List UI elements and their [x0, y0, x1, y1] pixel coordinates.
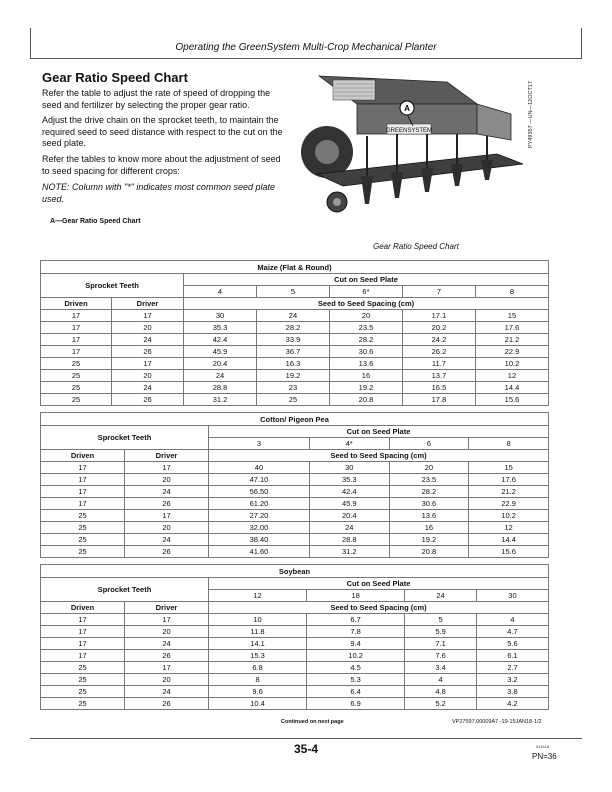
table-row: [41, 662, 549, 674]
spacing-cell: 17.8: [402, 394, 475, 406]
spacing-cell: 16: [329, 370, 402, 382]
spacing-cell: 4.5: [307, 662, 405, 674]
spacing-cell: 14.1: [209, 638, 307, 650]
spacing-header: Seed to Seed Spacing (cm): [184, 298, 549, 310]
sprocket-header: Sprocket Teeth: [41, 578, 209, 602]
table-row: [41, 474, 549, 486]
spacing-cell: 24: [256, 310, 329, 322]
spacing-cell: 47.10: [209, 474, 310, 486]
driven-cell: 25: [41, 534, 125, 546]
spacing-cell: 6.4: [307, 686, 405, 698]
plate-cell: 30: [476, 590, 548, 602]
driven-header: Driven: [41, 602, 125, 614]
soybean-table: [40, 564, 549, 710]
spacing-cell: 16: [389, 522, 469, 534]
driven-header: Driven: [41, 298, 112, 310]
driver-cell: 20: [125, 522, 209, 534]
cut-header: Cut on Seed Plate: [209, 578, 549, 590]
plate-cell: 24: [405, 590, 477, 602]
spacing-cell: 19.2: [389, 534, 469, 546]
spacing-cell: 13.6: [329, 358, 402, 370]
spacing-cell: 10.2: [469, 510, 549, 522]
spacing-cell: 28.2: [389, 486, 469, 498]
cut-header: Cut on Seed Plate: [209, 426, 549, 438]
spacing-cell: 11.8: [209, 626, 307, 638]
spacing-cell: 13.7: [402, 370, 475, 382]
spacing-cell: 7.1: [405, 638, 477, 650]
spacing-cell: 19.2: [329, 382, 402, 394]
spacing-cell: 17.6: [475, 322, 548, 334]
spacing-cell: 5.3: [307, 674, 405, 686]
spacing-cell: 20: [329, 310, 402, 322]
spacing-header: Seed to Seed Spacing (cm): [209, 450, 549, 462]
spacing-cell: 19.2: [256, 370, 329, 382]
maize-table: [40, 260, 549, 406]
figure-code: PY49357 —UN—12OCT17: [528, 81, 534, 148]
driver-cell: 17: [112, 358, 184, 370]
footer-code: 011618: [536, 744, 550, 749]
page-number: 35-4: [293, 742, 319, 756]
spacing-cell: 20: [389, 462, 469, 474]
spacing-cell: 3.2: [476, 674, 548, 686]
plate-cell: 8: [469, 438, 549, 450]
table-row: [41, 686, 549, 698]
spacing-cell: 42.4: [309, 486, 389, 498]
table-row: [41, 334, 549, 346]
driven-cell: 17: [41, 626, 125, 638]
spacing-cell: 20.8: [389, 546, 469, 558]
spacing-cell: 13.6: [389, 510, 469, 522]
spacing-cell: 23.5: [329, 322, 402, 334]
spacing-cell: 6.9: [307, 698, 405, 710]
driver-cell: 20: [125, 474, 209, 486]
driver-cell: 24: [125, 686, 209, 698]
driven-cell: 25: [41, 358, 112, 370]
spacing-cell: 30.6: [329, 346, 402, 358]
table-row: [41, 510, 549, 522]
table-row: [41, 626, 549, 638]
driven-cell: 17: [41, 346, 112, 358]
driver-cell: 24: [125, 486, 209, 498]
header-divider: [30, 58, 582, 59]
driven-cell: 25: [41, 522, 125, 534]
plate-cell: 4*: [309, 438, 389, 450]
driver-cell: 17: [125, 662, 209, 674]
spacing-cell: 5: [405, 614, 477, 626]
spacing-cell: 14.4: [469, 534, 549, 546]
spacing-cell: 40: [209, 462, 310, 474]
plate-cell: 12: [209, 590, 307, 602]
spacing-cell: 10.2: [475, 358, 548, 370]
spacing-cell: 27.20: [209, 510, 310, 522]
intro-paragraph: Refer the table to adjust the rate of speed of dropping the seed and fertilizer by selecting the proper gear ratio.: [42, 88, 271, 110]
footer-divider: [30, 738, 582, 739]
driven-cell: 17: [41, 638, 125, 650]
spacing-cell: 21.2: [469, 486, 549, 498]
plate-cell: 7: [402, 286, 475, 298]
table-row: [41, 522, 549, 534]
spacing-cell: 31.2: [309, 546, 389, 558]
spacing-cell: 3.4: [405, 662, 477, 674]
driver-cell: 17: [112, 310, 184, 322]
spacing-cell: 24: [309, 522, 389, 534]
cotton-table: [40, 412, 549, 558]
spacing-cell: 5.9: [405, 626, 477, 638]
table-row: [41, 462, 549, 474]
spacing-cell: 10.2: [307, 650, 405, 662]
spacing-cell: 4.2: [476, 698, 548, 710]
spacing-cell: 17.1: [402, 310, 475, 322]
spacing-cell: 41.60: [209, 546, 310, 558]
sprocket-header: Sprocket Teeth: [41, 274, 184, 298]
driver-cell: 24: [125, 638, 209, 650]
table-row: [41, 638, 549, 650]
driver-cell: 17: [125, 510, 209, 522]
table-row: [41, 358, 549, 370]
driven-cell: 25: [41, 662, 125, 674]
brand-label: GREENSYSTEM: [385, 128, 433, 134]
table-row: [41, 546, 549, 558]
spacing-cell: 22.9: [475, 346, 548, 358]
spacing-cell: 61.20: [209, 498, 310, 510]
driven-cell: 25: [41, 698, 125, 710]
driver-cell: 20: [112, 322, 184, 334]
driven-cell: 25: [41, 382, 112, 394]
table-row: [41, 614, 549, 626]
spacing-cell: 24.2: [402, 334, 475, 346]
spacing-cell: 28.2: [256, 322, 329, 334]
spacing-cell: 30.6: [389, 498, 469, 510]
spacing-cell: 4: [405, 674, 477, 686]
crop-title: Maize (Flat & Round): [41, 261, 549, 274]
spacing-cell: 26.2: [402, 346, 475, 358]
driven-cell: 25: [41, 394, 112, 406]
figure-callout: A—Gear Ratio Speed Chart: [50, 218, 141, 225]
cut-header: Cut on Seed Plate: [184, 274, 549, 286]
driver-cell: 20: [125, 674, 209, 686]
spacing-cell: 15.3: [209, 650, 307, 662]
driven-cell: 17: [41, 474, 125, 486]
spacing-cell: 33.9: [256, 334, 329, 346]
drive-chain-paragraph: Adjust the drive chain on the sprocket teeth, to maintain the required seed to seed distance with respect to the cut on the seed plate.: [42, 115, 283, 148]
driven-cell: 17: [41, 322, 112, 334]
spacing-cell: 7.6: [405, 650, 477, 662]
driver-cell: 26: [125, 650, 209, 662]
table-row: [41, 322, 549, 334]
sprocket-header: Sprocket Teeth: [41, 426, 209, 450]
spacing-cell: 16.3: [256, 358, 329, 370]
spacing-cell: 22.9: [469, 498, 549, 510]
spacing-cell: 36.7: [256, 346, 329, 358]
table-row: [41, 674, 549, 686]
spacing-header: Seed to Seed Spacing (cm): [209, 602, 549, 614]
driver-cell: 26: [112, 346, 184, 358]
driver-cell: 24: [112, 382, 184, 394]
driver-header: Driver: [125, 450, 209, 462]
continued-note: Continued on next page: [281, 719, 344, 725]
spacing-cell: 28.2: [329, 334, 402, 346]
spacing-cell: 9.6: [209, 686, 307, 698]
plate-cell: 4: [184, 286, 257, 298]
driven-cell: 17: [41, 334, 112, 346]
spacing-cell: 35.3: [309, 474, 389, 486]
spacing-cell: 30: [309, 462, 389, 474]
spacing-cell: 15.6: [469, 546, 549, 558]
driver-cell: 20: [112, 370, 184, 382]
spacing-cell: 45.9: [184, 346, 257, 358]
crop-title: Cotton/ Pigeon Pea: [41, 413, 549, 426]
table-row: [41, 698, 549, 710]
spacing-cell: 20.2: [402, 322, 475, 334]
spacing-cell: 31.2: [184, 394, 257, 406]
page-header-title: Operating the GreenSystem Multi-Crop Mechanical Planter: [175, 42, 437, 53]
callout-a-label: A: [404, 104, 410, 113]
plate-cell: 8: [475, 286, 548, 298]
driven-cell: 17: [41, 650, 125, 662]
spacing-cell: 5.6: [476, 638, 548, 650]
plate-cell: 5: [256, 286, 329, 298]
pn-label: PN=36: [532, 752, 557, 761]
spacing-cell: 12: [469, 522, 549, 534]
figure-caption: Gear Ratio Speed Chart: [373, 242, 459, 251]
spacing-cell: 23.5: [389, 474, 469, 486]
table-row: [41, 650, 549, 662]
spacing-cell: 28.8: [184, 382, 257, 394]
plate-cell: 3: [209, 438, 310, 450]
driver-cell: 26: [125, 498, 209, 510]
driver-cell: 17: [125, 614, 209, 626]
spacing-cell: 20.4: [309, 510, 389, 522]
table-row: [41, 534, 549, 546]
driven-cell: 25: [41, 370, 112, 382]
spacing-cell: 4: [476, 614, 548, 626]
table-row: [41, 346, 549, 358]
driven-cell: 17: [41, 498, 125, 510]
spacing-cell: 28.8: [309, 534, 389, 546]
spacing-cell: 3.8: [476, 686, 548, 698]
driven-cell: 17: [41, 486, 125, 498]
planter-illustration: [297, 64, 537, 240]
section-title: Gear Ratio Speed Chart: [42, 70, 188, 85]
spacing-cell: 24: [184, 370, 257, 382]
spacing-cell: 42.4: [184, 334, 257, 346]
driver-cell: 26: [125, 546, 209, 558]
spacing-cell: 25: [256, 394, 329, 406]
table-row: [41, 310, 549, 322]
driven-cell: 17: [41, 310, 112, 322]
crop-title: Soybean: [41, 565, 549, 578]
driven-cell: 25: [41, 686, 125, 698]
spacing-cell: 4.8: [405, 686, 477, 698]
spacing-cell: 38.40: [209, 534, 310, 546]
spacing-cell: 17.6: [469, 474, 549, 486]
spacing-cell: 15.6: [475, 394, 548, 406]
driver-cell: 24: [112, 334, 184, 346]
spacing-cell: 10.4: [209, 698, 307, 710]
driver-cell: 24: [125, 534, 209, 546]
driver-cell: 26: [112, 394, 184, 406]
table-row: [41, 370, 549, 382]
table-row: [41, 498, 549, 510]
spacing-cell: 8: [209, 674, 307, 686]
note-text: NOTE: Column with "*" indicates most common seed plate used.: [42, 182, 275, 204]
table-row: [41, 394, 549, 406]
spacing-cell: 20.8: [329, 394, 402, 406]
document-reference: VP27597,00009A7 -19-15JAN18-1/2: [452, 719, 542, 725]
spacing-cell: 35.3: [184, 322, 257, 334]
spacing-cell: 15: [469, 462, 549, 474]
driven-cell: 17: [41, 462, 125, 474]
table-row: [41, 382, 549, 394]
driver-cell: 20: [125, 626, 209, 638]
driven-cell: 17: [41, 614, 125, 626]
plate-cell: 18: [307, 590, 405, 602]
spacing-cell: 9.4: [307, 638, 405, 650]
spacing-cell: 6.8: [209, 662, 307, 674]
spacing-cell: 14.4: [475, 382, 548, 394]
spacing-cell: 2.7: [476, 662, 548, 674]
table-row: [41, 486, 549, 498]
spacing-cell: 5.2: [405, 698, 477, 710]
driver-header: Driver: [125, 602, 209, 614]
driver-cell: 17: [125, 462, 209, 474]
driver-header: Driver: [112, 298, 184, 310]
spacing-cell: 45.9: [309, 498, 389, 510]
spacing-cell: 21.2: [475, 334, 548, 346]
plate-cell: 6: [389, 438, 469, 450]
spacing-cell: 6.7: [307, 614, 405, 626]
spacing-cell: 16.5: [402, 382, 475, 394]
spacing-cell: 20.4: [184, 358, 257, 370]
driven-cell: 25: [41, 510, 125, 522]
driven-cell: 25: [41, 546, 125, 558]
driven-header: Driven: [41, 450, 125, 462]
spacing-cell: 56.50: [209, 486, 310, 498]
spacing-cell: 30: [184, 310, 257, 322]
driven-cell: 25: [41, 674, 125, 686]
spacing-cell: 11.7: [402, 358, 475, 370]
plate-cell: 6*: [329, 286, 402, 298]
spacing-cell: 4.7: [476, 626, 548, 638]
driver-cell: 26: [125, 698, 209, 710]
spacing-cell: 32.00: [209, 522, 310, 534]
spacing-cell: 10: [209, 614, 307, 626]
refer-tables-paragraph: Refer the tables to know more about the adjustment of seed to seed spacing for different crops:: [42, 154, 281, 176]
spacing-cell: 6.1: [476, 650, 548, 662]
spacing-cell: 15: [475, 310, 548, 322]
spacing-cell: 7.8: [307, 626, 405, 638]
spacing-cell: 23: [256, 382, 329, 394]
spacing-cell: 12: [475, 370, 548, 382]
